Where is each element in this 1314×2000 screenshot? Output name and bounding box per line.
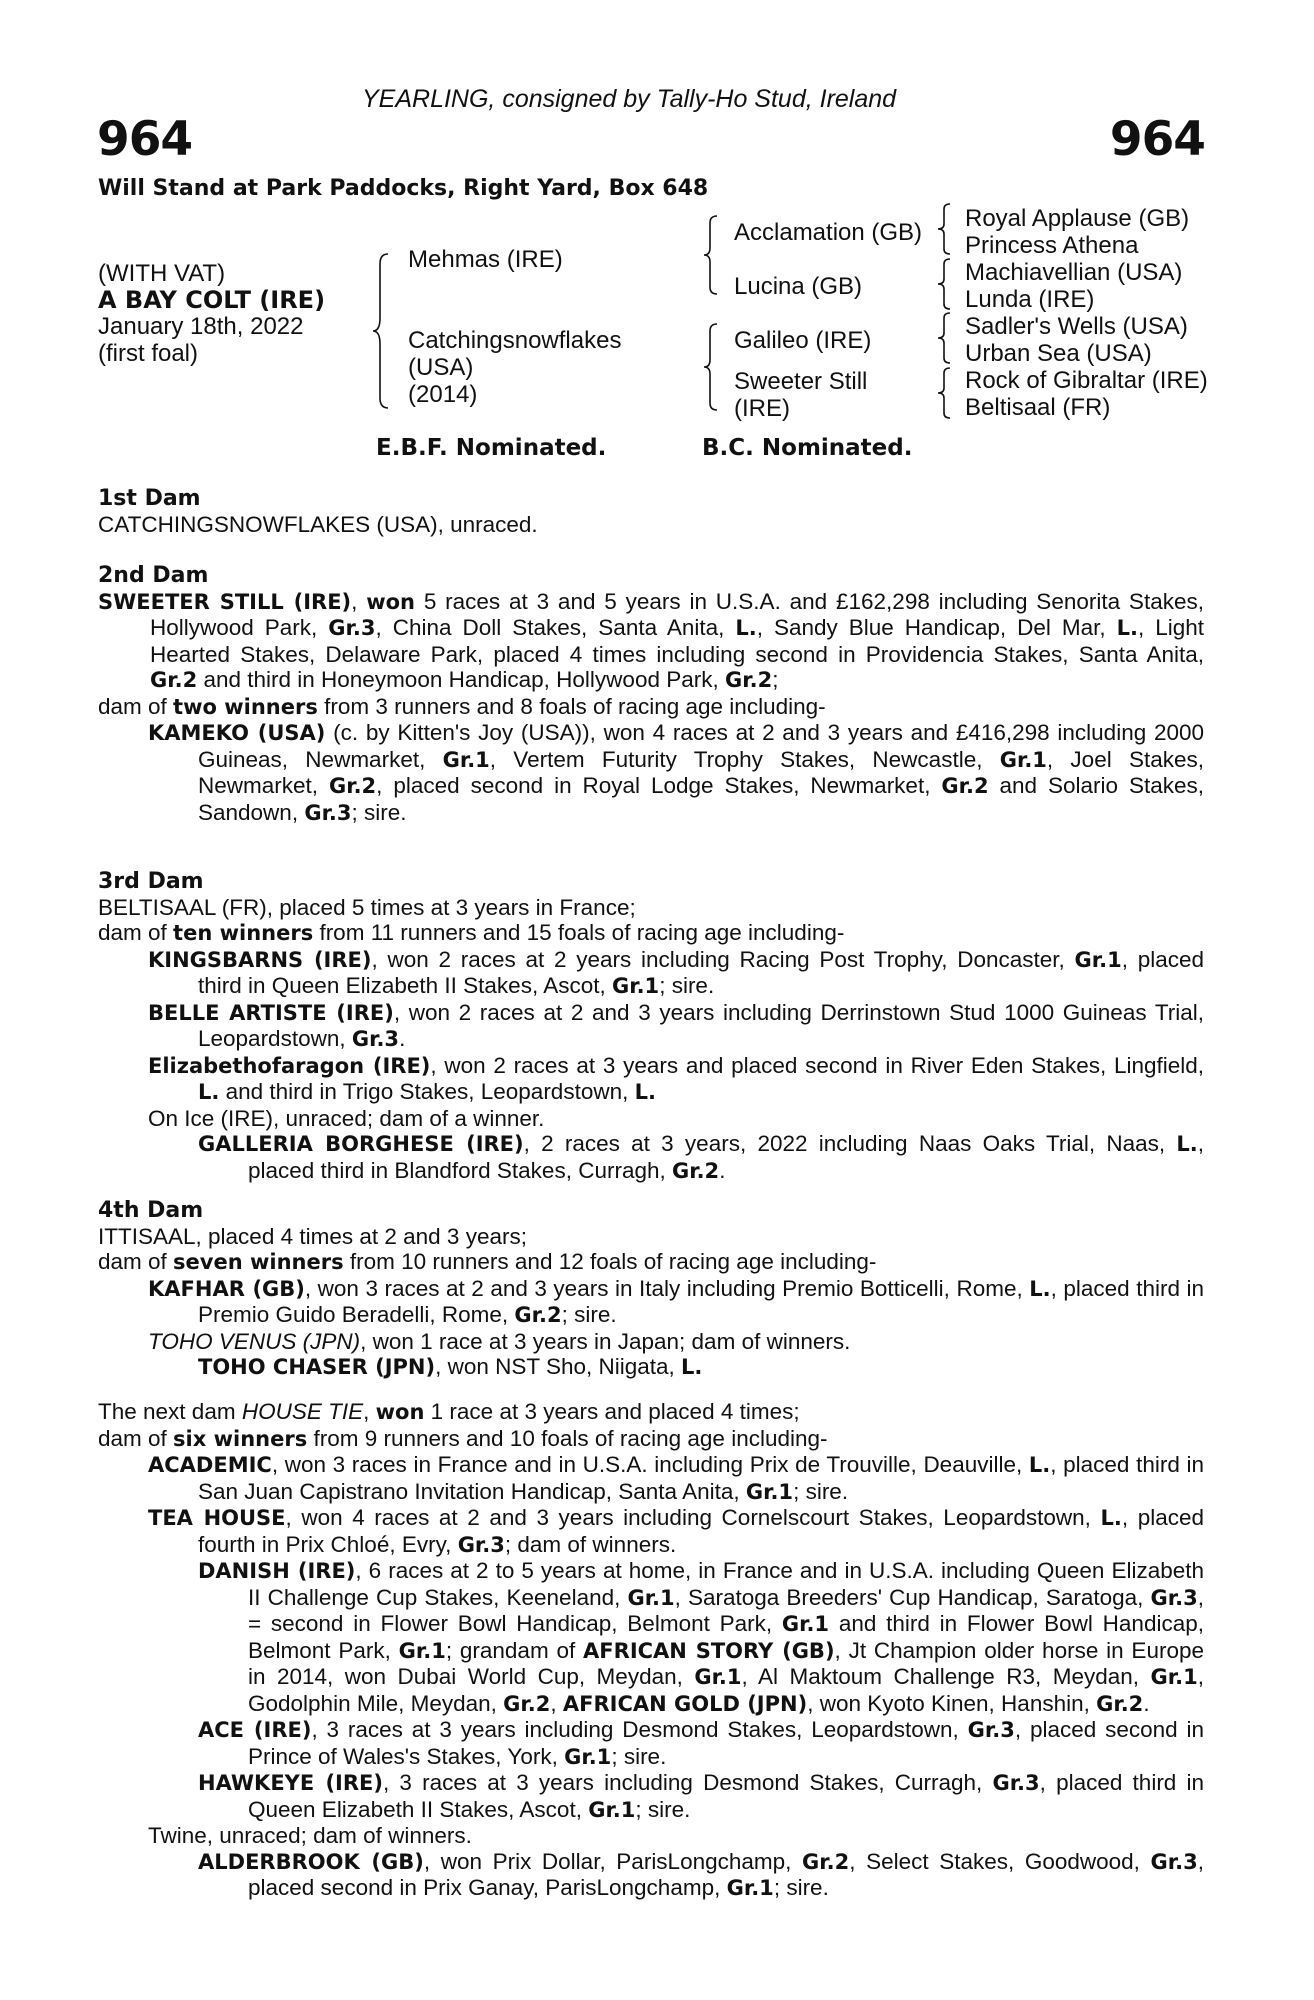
entry-text: , Godolphin Mile, Meydan, — [248, 1664, 1204, 1716]
grade: Gr.3 — [304, 800, 352, 825]
gg-dsd: Urban Sea (USA) — [965, 340, 1152, 367]
entry-text: , Sandy Blue Handicap, Del Mar, — [756, 615, 1117, 640]
entry-text: , — [550, 1690, 563, 1716]
grade: L. — [1116, 616, 1138, 640]
horse-name: HAWKEYE (IRE) — [198, 1771, 383, 1795]
entry-text: Twine, unraced; dam of winners. — [148, 1823, 472, 1848]
horse-name: Elizabethofaragon (IRE) — [148, 1053, 431, 1078]
entry-text: ; sire. — [659, 973, 715, 998]
entry-text: , won 4 races at 2 and 3 years including Cornelscourt Stakes, Leopardstown, — [285, 1505, 1101, 1530]
dam-line-brace — [703, 322, 721, 412]
grade: Gr.1 — [564, 1744, 612, 1769]
entry-text: from 3 runners and 8 foals of racing age including- — [317, 693, 826, 719]
entry-text: , Light Hearted Stakes, Delaware Park, placed 4 times including second in Providencia Stakes, Santa Anita, — [150, 615, 1204, 667]
lot-number-right: 964 — [1109, 112, 1205, 167]
grade: Gr.1 — [781, 1612, 830, 1636]
entry-text: The next dam — [98, 1399, 242, 1424]
produce-entry — [98, 1452, 1204, 1505]
grade: L. — [198, 1080, 220, 1104]
dd-brace — [937, 366, 953, 420]
dam-dam-line1: Sweeter Still — [734, 368, 868, 395]
entry-text: , 6 races at 2 to 5 years at home, in France and in U.S.A. including Queen Elizabeth II Challenge Cup Stakes, Keeneland, — [248, 1558, 1205, 1610]
dam-record: ITTISAAL, placed 4 times at 2 and 3 years; — [98, 1223, 527, 1249]
third-dam-section — [98, 868, 1204, 1184]
produce-entry — [98, 1849, 1204, 1902]
grade: Gr.3 — [992, 1771, 1040, 1795]
sd-brace — [937, 257, 953, 311]
horse-name: SWEETER STILL (IRE) — [98, 589, 352, 614]
entry-text: ; dam of winners. — [504, 1531, 677, 1557]
grade: L. — [1029, 1276, 1051, 1301]
gg-dds: Rock of Gibraltar (IRE) — [965, 367, 1208, 394]
ss-brace — [937, 202, 953, 256]
grade: Gr.1 — [745, 1479, 794, 1504]
ebf-nomination: E.B.F. Nominated. — [376, 435, 607, 461]
entry-text: and third in Flower Bowl Handicap, Belmont Park, — [248, 1611, 1204, 1663]
grade: Gr.1 — [442, 747, 490, 772]
horse-name: DANISH (IRE) — [198, 1559, 356, 1583]
grade: Gr.2 — [671, 1158, 720, 1183]
entry-text: , won 2 races at 2 years including Racing Post Trophy, Doncaster, — [371, 946, 1075, 972]
foal-note: (first foal) — [98, 340, 199, 367]
entry-text: , placed fourth in Prix Chloé, Evry, — [198, 1505, 1204, 1557]
horse-name: KINGSBARNS (IRE) — [148, 947, 372, 972]
entry-text: (c. by Kitten's Joy (USA)), won 4 races at 2 and 3 years and £416,298 including 2000 Guineas, Newmarket, — [198, 720, 1205, 772]
horse-name: AFRICAN GOLD (JPN) — [562, 1691, 808, 1716]
horse-name: A BAY COLT (IRE) — [98, 286, 326, 314]
horse-name: KAFHAR (GB) — [148, 1276, 305, 1301]
grade: Gr.2 — [503, 1691, 551, 1716]
won-label: won — [366, 589, 415, 614]
entry-text: and third in Trigo Stakes, Leopardstown, — [219, 1079, 635, 1104]
dam-record: BELTISAAL (FR), placed 5 times at 3 years in France; — [98, 894, 636, 920]
dam-summary — [98, 920, 1204, 947]
entry-text: , Vertem Futurity Trophy Stakes, Newcastle, — [489, 746, 1000, 772]
entry-text: ; sire. — [635, 1796, 691, 1822]
winners-count: seven winners — [173, 1250, 344, 1274]
entry-text: ; sire. — [773, 1875, 829, 1900]
entry-text: ; sire. — [793, 1478, 849, 1504]
entry-text: from 9 runners and 10 foals of racing age including- — [307, 1425, 828, 1451]
next-dam-section — [98, 1399, 1204, 1902]
entry-text: 5 races at 3 and 5 years in U.S.A. and £162,298 including Senorita Stakes, Hollywood Park, — [150, 588, 1204, 640]
entry-text: , placed second in Prix Ganay, ParisLongchamp, — [248, 1848, 1204, 1900]
entry-text: , — [363, 1399, 376, 1424]
produce-entry — [98, 1000, 1204, 1053]
second-dam-section — [98, 562, 1204, 826]
produce-entry — [98, 1131, 1204, 1184]
dam-dam-line2: (IRE) — [734, 395, 790, 422]
produce-entry — [98, 947, 1204, 1000]
grade: Gr.3 — [457, 1532, 505, 1557]
section-heading: 3rd Dam — [98, 869, 204, 894]
horse-name: TOHO VENUS (JPN) — [148, 1328, 361, 1354]
grade: Gr.1 — [627, 1585, 675, 1610]
gg-sss: Royal Applause (GB) — [965, 205, 1190, 232]
grade: Gr.1 — [398, 1638, 446, 1663]
grade: Gr.2 — [802, 1849, 850, 1874]
consignment-line: YEARLING, consigned by Tally-Ho Stud, Ireland — [362, 85, 897, 113]
entry-text: . — [719, 1157, 726, 1183]
bc-nomination: B.C. Nominated. — [702, 435, 913, 461]
dam-sire: Galileo (IRE) — [734, 327, 872, 354]
entry-text: dam of — [98, 1249, 174, 1274]
grade: Gr.2 — [328, 774, 377, 798]
entry-text: dam of — [98, 1425, 174, 1451]
entry-text: , placed second in Prince of Wales's Stakes, York, — [248, 1717, 1204, 1769]
grade: Gr.1 — [588, 1797, 636, 1822]
gg-sds: Machiavellian (USA) — [965, 259, 1183, 286]
gg-sdd: Lunda (IRE) — [965, 286, 1095, 313]
entry-text: . — [1143, 1690, 1150, 1716]
grade: L. — [735, 616, 757, 640]
grade: Gr.3 — [351, 1027, 400, 1051]
dam-name-line1: Catchingsnowflakes — [408, 327, 622, 354]
grade: L. — [634, 1080, 656, 1104]
grade: Gr.2 — [150, 668, 198, 692]
foaling-date: January 18th, 2022 — [98, 313, 304, 340]
grade: Gr.3 — [967, 1718, 1015, 1742]
horse-name: ALDERBROOK (GB) — [198, 1849, 424, 1874]
entry-text: , Select Stakes, Goodwood, — [849, 1848, 1151, 1874]
entry-text: , placed third in Premio Guido Beradelli, Rome, — [198, 1275, 1205, 1327]
dam-summary — [98, 1249, 1204, 1276]
grade: L. — [681, 1355, 703, 1379]
ds-brace — [937, 311, 953, 365]
horse-name: TOHO CHASER (JPN) — [198, 1355, 436, 1379]
gg-ssd: Princess Athena — [965, 232, 1139, 259]
entry-text: and Solario Stakes, Sandown, — [198, 773, 1204, 825]
entry-text: , won NST Sho, Niigata, — [435, 1354, 682, 1379]
grade: L. — [1176, 1132, 1198, 1156]
winners-count: two winners — [173, 694, 318, 719]
grade: Gr.1 — [611, 974, 660, 998]
vat-note: (WITH VAT) — [98, 260, 226, 287]
entry-text: . — [399, 1026, 406, 1051]
produce-entry — [98, 1823, 1204, 1849]
sire-dam-brace — [372, 252, 394, 410]
grade: Gr.1 — [726, 1876, 774, 1900]
won-label: won — [375, 1400, 425, 1424]
horse-name: HOUSE TIE — [241, 1399, 364, 1424]
grade: Gr.2 — [941, 774, 989, 798]
horse-name: ACADEMIC — [148, 1453, 272, 1477]
horse-name: GALLERIA BORGHESE (IRE) — [198, 1132, 524, 1156]
entry-text: , Saratoga Breeders' Cup Handicap, Saratoga, — [674, 1584, 1151, 1610]
horse-name: TEA HOUSE — [148, 1506, 286, 1530]
entry-text: from 11 runners and 15 foals of racing age including- — [313, 920, 845, 945]
sire-line-brace — [703, 214, 721, 296]
entry-text: from 10 runners and 12 foals of racing age including- — [343, 1249, 877, 1274]
entry-text: , won 3 races in France and in U.S.A. including Prix de Trouville, Deauville, — [271, 1452, 1029, 1477]
entry-text: , won Kyoto Kinen, Hanshin, — [807, 1690, 1097, 1716]
winners-count: six winners — [173, 1426, 308, 1451]
grade: L. — [1028, 1453, 1051, 1477]
grade: Gr.2 — [725, 668, 773, 692]
entry-text: , Al Maktoum Challenge R3, Meydan, — [741, 1664, 1151, 1689]
lot-number-left: 964 — [97, 112, 193, 167]
dam-record — [98, 1399, 1204, 1426]
grade: Gr.3 — [1150, 1585, 1198, 1610]
produce-entry — [98, 1354, 1204, 1381]
entry-text: , 3 races at 3 years including Desmond Stakes, Leopardstown, — [311, 1717, 968, 1742]
sire-name: Mehmas (IRE) — [408, 246, 563, 273]
entry-text: dam of — [98, 920, 174, 945]
entry-text: , placed second in Royal Lodge Stakes, Newmarket, — [376, 773, 942, 798]
entry-text: , China Doll Stakes, Santa Anita, — [375, 615, 736, 640]
entry-text: dam of — [98, 693, 174, 719]
horse-name: AFRICAN STORY (GB) — [583, 1638, 835, 1663]
entry-text: ; sire. — [611, 1743, 667, 1769]
section-heading: 4th Dam — [98, 1198, 204, 1223]
entry-text: ; grandam of — [445, 1637, 584, 1663]
horse-name: ACE (IRE) — [198, 1718, 312, 1742]
entry-text: 1 race at 3 years and placed 4 times; — [424, 1399, 800, 1424]
produce-entry — [98, 1505, 1204, 1558]
dam-summary — [98, 1426, 1204, 1453]
section-heading: 1st Dam — [98, 486, 201, 511]
produce-entry: SWEETER STILL (IRE), won 5 races at 3 and 5 years in U.S.A. and £162,298 including Senorita Stakes, Hollywood Park, Gr.3, China Doll Stakes, Santa Anita, L., Sandy Blue Handicap, Del Mar, L., Light Hearted Stakes, Delaware Park, placed 4 times including second in Providencia Stakes, Santa Anita, Gr.2 and third in Honeymoon Handicap, Hollywood Park, Gr.2; — [98, 588, 1204, 692]
entry-text: , won 1 race at 3 years in Japan; dam of winners. — [360, 1328, 851, 1354]
entry-text: , won 3 races at 2 and 3 years in Italy including Premio Botticelli, Rome, — [304, 1275, 1030, 1301]
produce-entry — [98, 1053, 1204, 1106]
produce-entry — [98, 720, 1204, 826]
dam-name-line3: (2014) — [408, 381, 478, 408]
entry-text: , Joel Stakes, Newmarket, — [198, 746, 1204, 798]
produce-entry — [98, 1717, 1204, 1770]
produce-entry — [98, 1558, 1204, 1717]
grade: Gr.1 — [1074, 947, 1122, 972]
first-dam-section — [98, 485, 1204, 537]
entry-text: ; sire. — [561, 1302, 617, 1327]
entry-text: ; sire. — [351, 799, 407, 825]
entry-text: , 2 races at 3 years, 2022 including Naas Oaks Trial, Naas, — [523, 1131, 1177, 1156]
produce-entry — [98, 1106, 1204, 1132]
grade: Gr.1 — [1150, 1665, 1198, 1689]
sire-sire: Acclamation (GB) — [734, 219, 923, 246]
entry-text: , won 2 races at 3 years and placed second in River Eden Stakes, Lingfield, — [430, 1052, 1205, 1078]
gg-dss: Sadler's Wells (USA) — [965, 313, 1188, 340]
entry-text: , = second in Flower Bowl Handicap, Belmont Park, — [248, 1584, 1204, 1636]
entry-text: , won 2 races at 2 and 3 years including Derrinstown Stud 1000 Guineas Trial, Leopardstown, — [198, 999, 1204, 1051]
produce-entry — [98, 1276, 1204, 1329]
dam-summary — [98, 694, 1204, 721]
entry-text: , Jt Champion older horse in Europe in 2014, won Dubai World Cup, Meydan, — [248, 1637, 1204, 1689]
horse-name: BELLE ARTISTE (IRE) — [148, 1000, 394, 1025]
first-dam-text: CATCHINGSNOWFLAKES (USA), unraced. — [98, 511, 538, 537]
entry-text: , placed third in Blandford Stakes, Curragh, — [248, 1131, 1205, 1183]
produce-entry — [98, 1329, 1204, 1355]
winners-count: ten winners — [173, 921, 314, 945]
entry-text: ; — [772, 667, 779, 692]
entry-text: , 3 races at 3 years including Desmond Stakes, Curragh, — [382, 1770, 993, 1795]
entry-text: and third in Honeymoon Handicap, Hollywood Park, — [197, 667, 725, 692]
fourth-dam-section — [98, 1197, 1204, 1381]
grade: Gr.3 — [328, 616, 376, 640]
sire-dam: Lucina (GB) — [734, 273, 863, 300]
gg-ddd: Beltisaal (FR) — [965, 394, 1111, 421]
grade: Gr.1 — [694, 1665, 742, 1689]
grade: Gr.2 — [1096, 1691, 1144, 1716]
entry-text: On Ice (IRE), unraced; dam of a winner. — [148, 1105, 545, 1131]
dam-name-line2: (USA) — [408, 354, 474, 381]
stand-location: Will Stand at Park Paddocks, Right Yard, Box 648 — [98, 176, 709, 201]
entry-text: , won Prix Dollar, ParisLongchamp, — [423, 1848, 803, 1874]
entry-text: , placed third in San Juan Capistrano Invitation Handicap, Santa Anita, — [198, 1452, 1205, 1504]
section-heading: 2nd Dam — [98, 563, 209, 588]
entry-text: , placed third in Queen Elizabeth II Stakes, Ascot, — [248, 1770, 1205, 1822]
grade: Gr.2 — [514, 1303, 562, 1327]
grade: Gr.3 — [1150, 1849, 1198, 1874]
produce-entry — [98, 1770, 1204, 1823]
entry-text: , placed third in Queen Elizabeth II Stakes, Ascot, — [198, 946, 1204, 998]
horse-name: KAMEKO (USA) — [148, 721, 326, 745]
grade: L. — [1100, 1506, 1122, 1530]
grade: Gr.1 — [999, 747, 1047, 772]
